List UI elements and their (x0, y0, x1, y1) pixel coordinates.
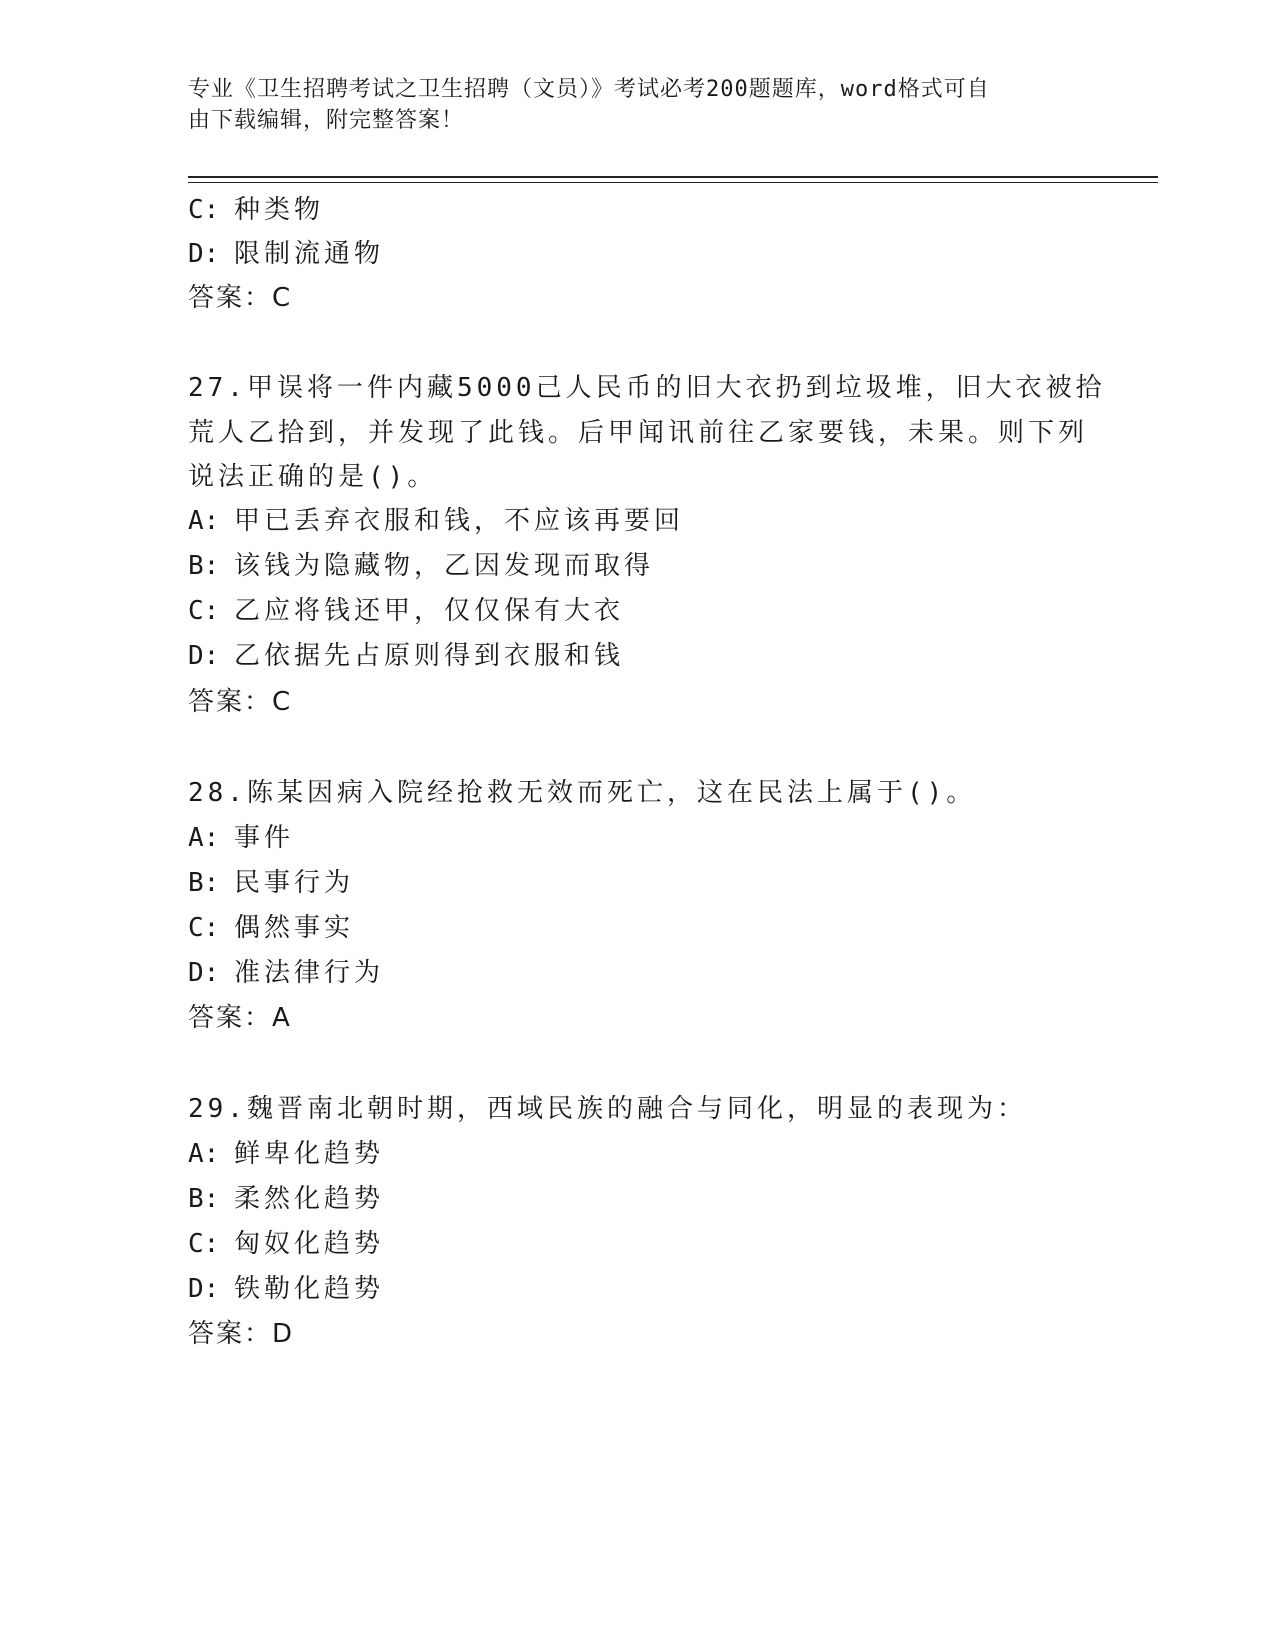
option-letter: D: (188, 641, 220, 671)
q27-answer: 答案：C (188, 687, 293, 717)
option-text: 事件 (234, 823, 295, 853)
q27-option-d (188, 639, 624, 673)
q27-option-a (188, 504, 684, 538)
q27-stem-line-1: 27.甲误将一件内藏5000己人民币的旧大衣扔到垃圾堆，旧大衣被拾 (188, 373, 1106, 403)
q28-answer: 答案：A (188, 1003, 292, 1033)
header-divider-thick (188, 176, 1158, 178)
q28-stem-line-1: 28.陈某因病入院经抢救无效而死亡，这在民法上属于()。 (188, 778, 977, 808)
option-letter: C: (188, 596, 220, 626)
header-divider-thin (188, 182, 1158, 183)
q27-option-b (188, 549, 654, 583)
option-text: 民事行为 (234, 868, 355, 898)
option-letter: A: (188, 823, 220, 853)
option-text: 鲜卑化趋势 (234, 1139, 385, 1169)
q29-answer: 答案：D (188, 1319, 295, 1349)
q29-option-d (188, 1272, 384, 1306)
option-letter: C: (188, 195, 220, 225)
option-letter: D: (188, 958, 220, 988)
q26-answer: 答案：C (188, 283, 293, 313)
document-header (188, 74, 1068, 136)
option-text: 乙依据先占原则得到衣服和钱 (234, 641, 625, 671)
option-letter: A: (188, 1139, 220, 1169)
option-letter: B: (188, 1184, 220, 1214)
option-letter: C: (188, 1229, 220, 1259)
q28-option-c (188, 911, 354, 945)
header-line-1: 专业《卫生招聘考试之卫生招聘（文员）》考试必考200题题库，word格式可自 (188, 77, 990, 102)
option-text: 乙应将钱还甲，仅仅保有大衣 (234, 596, 625, 626)
header-line-2: 由下载编辑，附完整答案！ (188, 108, 465, 133)
q29-stem-line-1: 29.魏晋南北朝时期，西域民族的融合与同化，明显的表现为： (188, 1094, 1027, 1124)
option-text: 甲已丢弃衣服和钱，不应该再要回 (234, 506, 685, 536)
q29-option-c (188, 1227, 384, 1261)
q27-option-c (188, 594, 624, 628)
option-text: 种类物 (234, 195, 325, 225)
option-text: 匈奴化趋势 (234, 1229, 385, 1259)
q28-option-d (188, 956, 384, 990)
option-letter: A: (188, 506, 220, 536)
option-letter: B: (188, 551, 220, 581)
option-text: 限制流通物 (234, 239, 385, 269)
option-letter: D: (188, 1274, 220, 1304)
option-letter: D: (188, 239, 220, 269)
q26-option-d (188, 237, 384, 271)
q27-stem-line-2: 荒人乙拾到，并发现了此钱。后甲闻讯前往乙家要钱，未果。则下列 (188, 418, 1089, 448)
option-letter: C: (188, 913, 220, 943)
option-letter: B: (188, 868, 220, 898)
q29-option-b (188, 1182, 384, 1216)
q26-option-c (188, 193, 324, 227)
option-text: 偶然事实 (234, 913, 355, 943)
q28-option-b (188, 866, 354, 900)
option-text: 准法律行为 (234, 958, 385, 988)
q28-option-a (188, 821, 294, 855)
option-text: 该钱为隐藏物，乙因发现而取得 (234, 551, 655, 581)
option-text: 铁勒化趋势 (234, 1274, 385, 1304)
q27-stem-line-3: 说法正确的是()。 (188, 462, 438, 492)
option-text: 柔然化趋势 (234, 1184, 385, 1214)
q29-option-a (188, 1137, 384, 1171)
